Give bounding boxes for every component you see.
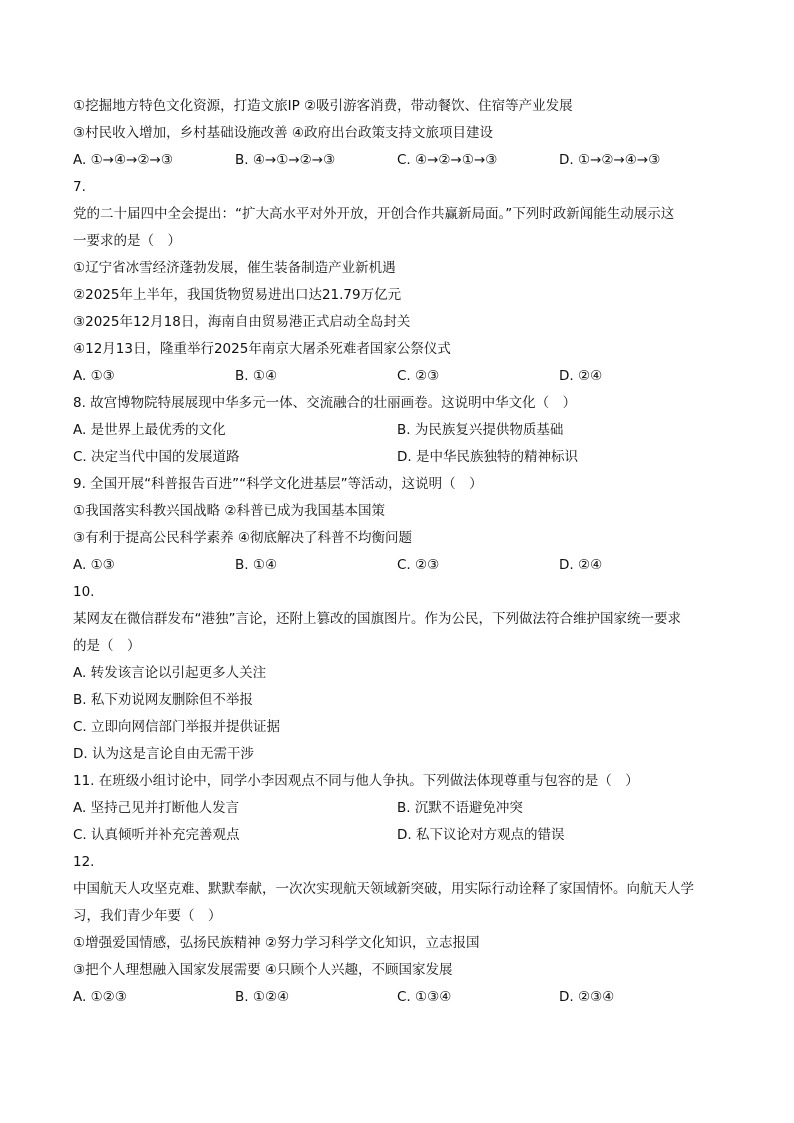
q12-option-a[interactable]: A. ①②③ <box>73 989 127 1005</box>
q8-option-a[interactable]: A. 是世界上最优秀的文化 <box>73 422 226 438</box>
q12-option-b[interactable]: B. ①②④ <box>235 989 290 1005</box>
q7-option-b[interactable]: B. ①④ <box>235 368 278 384</box>
q10-option-c[interactable]: C. 立即向网信部门举报并提供证据 <box>73 719 281 735</box>
q7-options <box>73 363 723 390</box>
q6-option-a[interactable]: A. ①→④→②→③ <box>73 152 173 168</box>
q6-option-d[interactable]: D. ①→②→④→③ <box>559 152 661 168</box>
q8-options-row-2 <box>73 444 723 471</box>
q7-option-a[interactable]: A. ①③ <box>73 368 115 384</box>
q10-option-a[interactable]: A. 转发该言论以引起更多人关注 <box>73 665 267 681</box>
q10-stem-line-2: 的是（ ） <box>73 638 141 654</box>
q11-options-row-1 <box>73 795 723 822</box>
q6-statements-line-1: ①挖掘地方特色文化资源，打造文旅IP ②吸引游客消费，带动餐饮、住宿等产业发展 <box>73 98 573 114</box>
q6-statements-line-2: ③村民收入增加，乡村基础设施改善 ④政府出台政策支持文旅项目建设 <box>73 125 493 141</box>
q8-option-d[interactable]: D. 是中华民族独特的精神标识 <box>397 449 578 465</box>
q9-stem: 9. 全国开展“科普报告百进”“科学文化进基层”等活动，这说明（ ） <box>73 476 483 492</box>
q12-options <box>73 984 723 1011</box>
q12-stem-line-2: 习，我们青少年要（ ） <box>73 908 222 924</box>
q6-option-b[interactable]: B. ④→①→②→③ <box>235 152 336 168</box>
q7-number: 7. <box>73 179 86 195</box>
q7-item-1: ①辽宁省冰雪经济蓬勃发展，催生装备制造产业新机遇 <box>73 260 396 276</box>
q8-stem: 8. 故宫博物院特展展现中华多元一体、交流融合的壮丽画卷。这说明中华文化（ ） <box>73 395 577 411</box>
q9-statements-line-1: ①我国落实科教兴国战略 ②科普已成为我国基本国策 <box>73 503 385 519</box>
q7-stem-line-2: 一要求的是（ ） <box>73 233 181 249</box>
q10-option-b[interactable]: B. 私下劝说网友删除但不举报 <box>73 692 253 708</box>
q9-option-d[interactable]: D. ②④ <box>559 557 603 573</box>
q10-option-d[interactable]: D. 认为这是言论自由无需干涉 <box>73 746 254 762</box>
q6-options <box>73 147 723 174</box>
q12-stem-line-1: 中国航天人攻坚克难、默默奉献，一次次实现航天领域新突破，用实际行动诠释了家国情怀。向航天人学 <box>73 881 694 897</box>
q11-option-b[interactable]: B. 沉默不语避免冲突 <box>397 800 523 816</box>
q7-option-c[interactable]: C. ②③ <box>397 368 440 384</box>
q11-option-a[interactable]: A. 坚持己见并打断他人发言 <box>73 800 240 816</box>
exam-page <box>73 93 723 1011</box>
q12-statements-line-1: ①增强爱国情感，弘扬民族精神 ②努力学习科学文化知识，立志报国 <box>73 935 480 951</box>
q6-option-c[interactable]: C. ④→②→①→③ <box>397 152 498 168</box>
q9-statements-line-2: ③有利于提高公民科学素养 ④彻底解决了科普不均衡问题 <box>73 530 412 546</box>
q11-option-d[interactable]: D. 私下议论对方观点的错误 <box>397 827 565 843</box>
q10-number: 10. <box>73 584 95 600</box>
q8-options-row-1 <box>73 417 723 444</box>
q9-options <box>73 552 723 579</box>
q12-option-d[interactable]: D. ②③④ <box>559 989 615 1005</box>
q7-item-3: ③2025年12月18日，海南自由贸易港正式启动全岛封关 <box>73 314 411 330</box>
q7-item-2: ②2025年上半年，我国货物贸易进出口达21.79万亿元 <box>73 287 402 303</box>
q10-stem-line-1: 某网友在微信群发布“港独”言论，还附上篡改的国旗图片。作为公民，下列做法符合维护国家统一要求 <box>73 611 681 627</box>
q11-stem: 11. 在班级小组讨论中，同学小李因观点不同与他人争执。下列做法体现尊重与包容的是（ ） <box>73 773 639 789</box>
q9-option-a[interactable]: A. ①③ <box>73 557 115 573</box>
q8-option-b[interactable]: B. 为民族复兴提供物质基础 <box>397 422 564 438</box>
q11-option-c[interactable]: C. 认真倾听并补充完善观点 <box>73 827 240 843</box>
q7-option-d[interactable]: D. ②④ <box>559 368 603 384</box>
q7-stem-line-1: 党的二十届四中全会提出：“扩大高水平对外开放，开创合作共赢新局面。”下列时政新闻能生动展示这 <box>73 206 675 222</box>
q8-option-c[interactable]: C. 决定当代中国的发展道路 <box>73 449 240 465</box>
q7-item-4: ④12月13日，隆重举行2025年南京大屠杀死难者国家公祭仪式 <box>73 341 451 357</box>
q9-option-b[interactable]: B. ①④ <box>235 557 278 573</box>
q9-option-c[interactable]: C. ②③ <box>397 557 440 573</box>
q12-option-c[interactable]: C. ①③④ <box>397 989 452 1005</box>
q12-statements-line-2: ③把个人理想融入国家发展需要 ④只顾个人兴趣，不顾国家发展 <box>73 962 453 978</box>
q11-options-row-2 <box>73 822 723 849</box>
q12-number: 12. <box>73 854 95 870</box>
